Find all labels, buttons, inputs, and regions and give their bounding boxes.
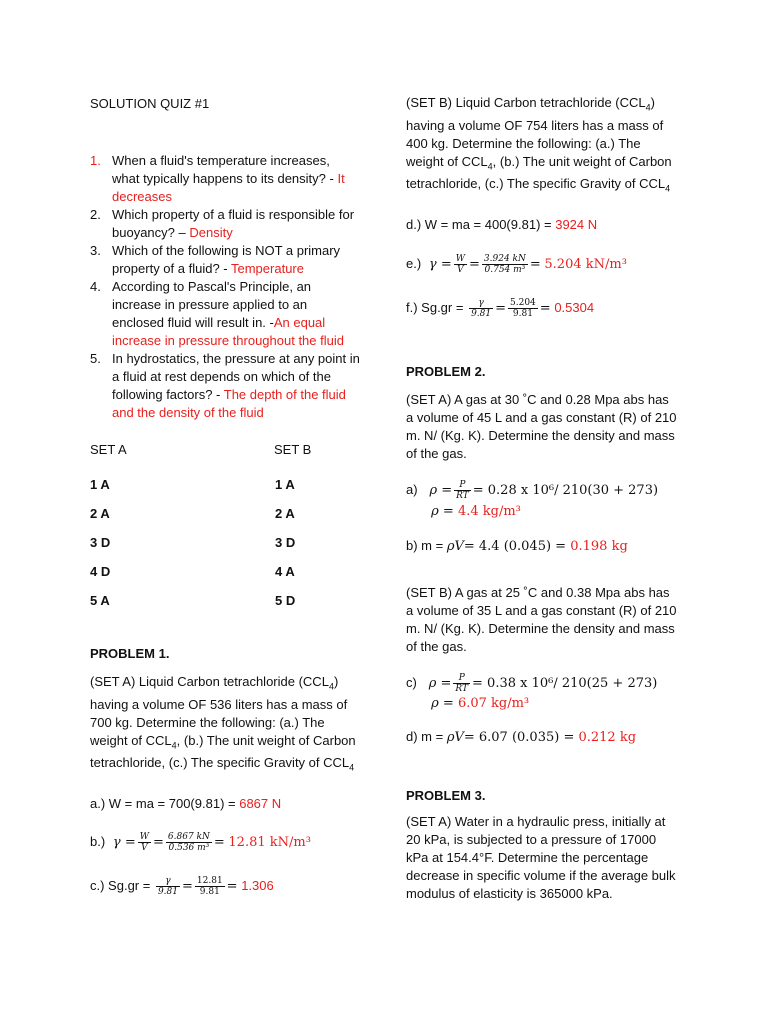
p2-answer-a-result: ρ = 4.4 kg/m³ bbox=[427, 504, 521, 519]
set-b-header: SET B bbox=[274, 442, 312, 457]
answer-item: 1 A bbox=[90, 477, 110, 492]
quiz-item: 4. According to Pascal's Principle, an increase in pressure applied to an enclosed fluid will result in. -An equal increase in pressure throughout the fluid bbox=[90, 279, 344, 348]
p1-answer-a: a.) W = ma = 700(9.81) = 6867 N bbox=[90, 796, 282, 811]
answer-item: 4 D bbox=[90, 564, 111, 579]
problem-1-heading: PROBLEM 1. bbox=[90, 646, 170, 661]
set-a-header: SET A bbox=[90, 442, 127, 457]
quiz-item: 3. Which of the following is NOT a primary property of a fluid? - Temperature bbox=[90, 243, 341, 276]
problem-3-set-a-text: (SET A) Water in a hydraulic press, initially at 20 kPa, is subjected to a pressure of 17000 kPa at 154.4°F. Determine the percentage decrease in specific volume if the average bulk modulus of elasticity is 365000 kPa. bbox=[406, 814, 676, 901]
p1-answer-b: b.) γ = $\frac{W}{V}$ = $\frac{6.867 kN}{\text{0.536 m³}}$ = 12.81 kN/m³ bbox=[90, 832, 311, 853]
p1b-answer-f: f.) Sg.gr = $\frac{\gamma}{9.81}$ = $\frac{5.204}{9.81}$ = 0.5304 bbox=[406, 298, 595, 319]
p2-answer-c: c) ρ = $\frac{P}{RT}$ = 0.38 x 10⁶/ 210(25 + 273) bbox=[406, 673, 658, 694]
answer-item: 3 D bbox=[90, 535, 111, 550]
problem-2-heading: PROBLEM 2. bbox=[406, 364, 486, 379]
quiz-item: 2. Which property of a fluid is responsible for buoyancy? – Density bbox=[90, 207, 355, 240]
page-title: SOLUTION QUIZ #1 bbox=[90, 96, 210, 111]
answer-item: 5 A bbox=[90, 593, 110, 608]
p1b-answer-e: e.) γ = $\frac{W}{V}$ = $\frac{3.924 kN}{\text{0.754 m³}}$ = 5.204 kN/m³ bbox=[406, 254, 627, 275]
problem-2-set-b-text: (SET B) A gas at 25 ˚C and 0.38 Mpa abs has a volume of 35 L and a gas constant (R) of 210 m. N/ (Kg. K). Determine the density and mass of the gas. bbox=[406, 585, 677, 654]
answer-item: 4 A bbox=[275, 564, 295, 579]
p1b-answer-d: d.) W = ma = 400(9.81) = 3924 N bbox=[406, 217, 598, 232]
problem-1-set-b-text: (SET B) Liquid Carbon tetrachloride $(CCL_4)$ having a volume OF 754 liters has a mass of 400 kg. Determine the following: (a.) The weight of $CCL_4$, (b.) The unit weight of Carbon tetrachloride, (c.) The specific Gravity of $CCL_4$ bbox=[406, 95, 672, 194]
p2-answer-c-result: ρ = 6.07 kg/m³ bbox=[427, 696, 530, 711]
quiz-item: 5. In hydrostatics, the pressure at any point in a fluid at rest depends on which of the following factors? - The depth of the fluid and the density of the fluid bbox=[90, 351, 360, 420]
answer-key-set-b bbox=[275, 470, 295, 615]
answer-item: 3 D bbox=[275, 535, 296, 550]
answer-key-set-a bbox=[90, 470, 110, 615]
problem-3-heading: PROBLEM 3. bbox=[406, 788, 486, 803]
p2-answer-a: a) ρ = $\frac{P}{RT}$ = 0.28 x 10⁶/ 210(30 + 273) bbox=[406, 480, 659, 501]
answer-item: 2 A bbox=[275, 506, 295, 521]
problem-1-set-a-text: (SET A) Liquid Carbon tetrachloride $(CCL_4)$ having a volume OF 536 liters has a mass of 700 kg. Determine the following: (a.) The weight of $CCL_4$, (b.) The unit weight of Carbon tetrachloride, (c.) The specific Gravity of $CCL_4$ bbox=[90, 674, 356, 773]
quiz-item: 1. When a fluid's temperature increases, what typically happens to its density? - It decreases bbox=[90, 153, 345, 204]
quiz-list bbox=[90, 152, 360, 422]
problem-2-set-a-text: (SET A) A gas at 30 ˚C and 0.28 Mpa abs has a volume of 45 L and a gas constant (R) of 210 m. N/ (Kg. K). Determine the density and mass of the gas. bbox=[406, 392, 677, 461]
p2-answer-b: b) m = ρV= 4.4 (0.045) = 0.198 kg bbox=[406, 538, 628, 554]
answer-item: 1 A bbox=[275, 477, 295, 492]
answer-item: 2 A bbox=[90, 506, 110, 521]
answer-item: 5 D bbox=[275, 593, 296, 608]
p2-answer-d: d) m = ρV= 6.07 (0.035) = 0.212 kg bbox=[406, 729, 637, 745]
p1-answer-c: c.) Sg.gr = $\frac{\gamma}{9.81}$ = $\frac{12.81}{9.81}$ = 1.306 bbox=[90, 876, 274, 897]
